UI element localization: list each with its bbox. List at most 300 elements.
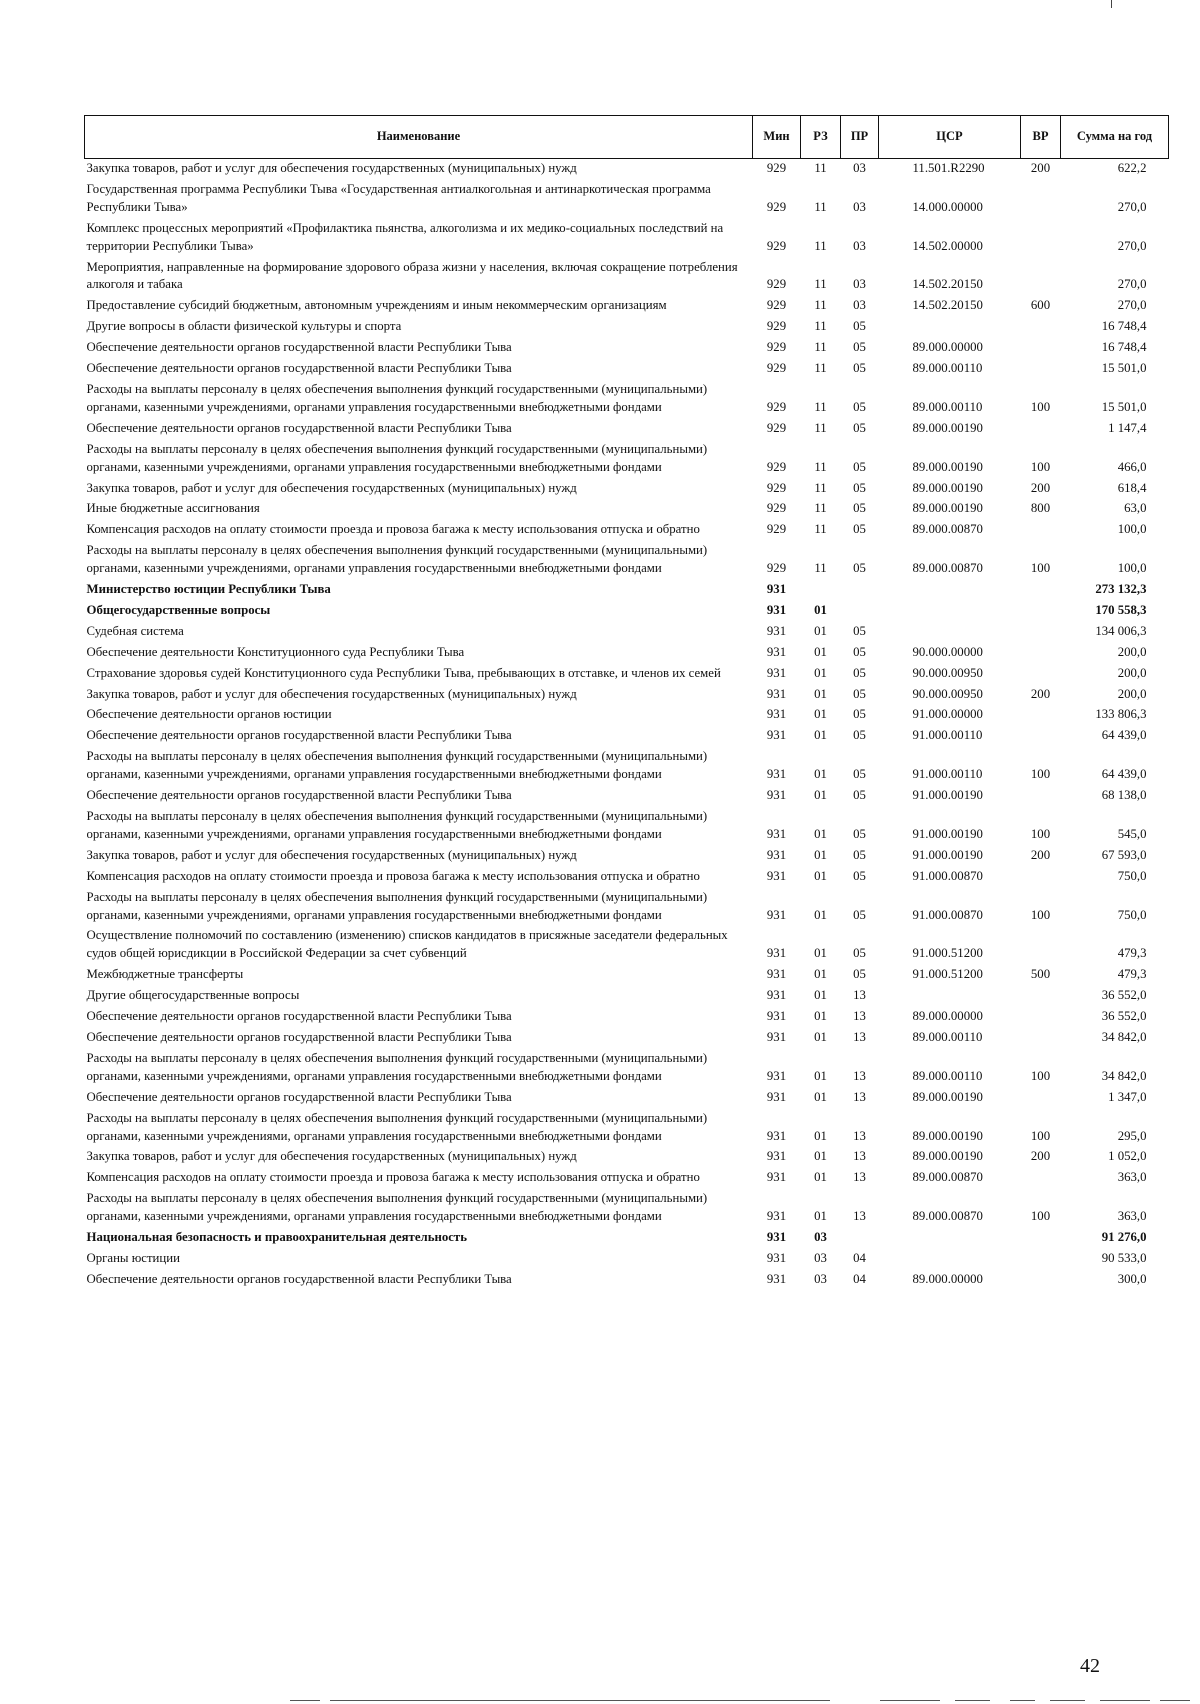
cell-pr: 05: [853, 561, 866, 576]
cell-min: 931: [766, 1250, 787, 1265]
cell-csr: 89.000.00190: [912, 1128, 983, 1143]
cell-rz: 03: [814, 1230, 827, 1245]
table-row: [85, 622, 1169, 643]
cell-vr: [1021, 786, 1061, 807]
cell-csr: 89.000.00190: [912, 1089, 983, 1104]
cell-name: Расходы на выплаты персоналу в целях обеспечения выполнения функций государственными (муниципальными) органами, казенными учреждениями, органами управления государственными внебюджетными фондами: [86, 543, 708, 576]
cell-pr: 04: [853, 1271, 866, 1286]
scan-artifact: [1160, 1700, 1190, 1701]
table-row: [85, 296, 1169, 317]
cell-vr: [1021, 867, 1061, 888]
cell-name: Обеспечение деятельности органов государственной власти Республики Тыва: [86, 728, 512, 743]
cell-csr: 90.000.00950: [912, 665, 983, 680]
cell-csr: [879, 580, 1021, 601]
cell-rz: 01: [814, 788, 827, 803]
cell-min: 931: [766, 582, 787, 597]
cell-csr: 91.000.00190: [912, 847, 983, 862]
cell-vr: [1021, 926, 1061, 965]
cell-sum: 1 147,4: [1108, 420, 1147, 435]
cell-rz: 01: [814, 847, 827, 862]
cell-name: Обеспечение деятельности органов государственной власти Республики Тыва: [86, 1029, 512, 1044]
cell-name: Закупка товаров, работ и услуг для обеспечения государственных (муниципальных) нужд: [86, 686, 577, 701]
cell-vr: 600: [1030, 298, 1051, 313]
table-row: [85, 643, 1169, 664]
cell-sum: 100,0: [1117, 561, 1147, 576]
cell-csr: 89.000.00870: [912, 1209, 983, 1224]
cell-csr: 90.000.00000: [912, 644, 983, 659]
scan-artifact: [1010, 1700, 1035, 1701]
table-row: [85, 926, 1169, 965]
cell-min: 931: [766, 707, 787, 722]
cell-name: Обеспечение деятельности органов государственной власти Республики Тыва: [86, 340, 512, 355]
cell-name: Компенсация расходов на оплату стоимости проезда и провоза багажа к месту использования отпуска и обратно: [86, 1170, 700, 1185]
cell-pr: 03: [853, 161, 866, 175]
cell-pr: 03: [853, 298, 866, 313]
cell-rz: 11: [814, 522, 827, 537]
scan-artifact: [330, 1700, 830, 1701]
cell-vr: [1021, 520, 1061, 541]
cell-name: Национальная безопасность и правоохранительная деятельность: [86, 1230, 467, 1245]
cell-rz: 01: [814, 907, 827, 922]
cell-pr: 05: [853, 399, 866, 414]
cell-csr: 89.000.00190: [912, 420, 983, 435]
cell-min: 931: [766, 1170, 787, 1185]
table-row: [85, 726, 1169, 747]
cell-sum: 466,0: [1117, 459, 1147, 474]
cell-vr: [1021, 1228, 1061, 1249]
cell-csr: 89.000.00000: [912, 340, 983, 355]
cell-pr: 05: [853, 623, 866, 638]
cell-csr: 89.000.00000: [912, 1009, 983, 1024]
cell-rz: 11: [814, 277, 827, 292]
cell-rz: 11: [814, 480, 827, 495]
cell-csr: 89.000.00190: [912, 1149, 983, 1164]
cell-min: 931: [766, 728, 787, 743]
cell-vr: [1021, 1028, 1061, 1049]
cell-csr: 91.000.00190: [912, 788, 983, 803]
cell-rz: 11: [814, 399, 827, 414]
cell-name: Министерство юстиции Республики Тыва: [86, 582, 331, 597]
cell-min: 929: [766, 361, 787, 376]
table-row: [85, 1147, 1169, 1168]
cell-sum: 36 552,0: [1101, 1009, 1147, 1024]
table-row: [85, 580, 1169, 601]
cell-vr: 100: [1030, 826, 1051, 841]
table-row: [85, 846, 1169, 867]
cell-sum: 618,4: [1117, 480, 1147, 495]
cell-rz: 01: [814, 644, 827, 659]
table-row: [85, 1007, 1169, 1028]
cell-pr: 05: [853, 967, 866, 982]
cell-min: 931: [766, 967, 787, 982]
cell-pr: 13: [853, 988, 866, 1003]
cell-csr: [879, 622, 1021, 643]
cell-sum: 133 806,3: [1095, 707, 1147, 722]
table-row: [85, 1109, 1169, 1148]
cell-sum: 363,0: [1117, 1209, 1147, 1224]
table-row: [85, 1049, 1169, 1088]
cell-pr: 05: [853, 946, 866, 961]
cell-csr: 91.000.51200: [912, 967, 983, 982]
table-row: [85, 338, 1169, 359]
cell-csr: 89.000.00110: [912, 1068, 983, 1083]
cell-min: 929: [766, 199, 787, 214]
cell-csr: 89.000.00190: [912, 480, 983, 495]
cell-sum: 622,2: [1117, 161, 1147, 175]
table-row: [85, 1088, 1169, 1109]
cell-vr: 100: [1030, 1068, 1051, 1083]
cell-name: Судебная система: [86, 623, 184, 638]
cell-pr: 05: [853, 826, 866, 841]
cell-rz: 01: [814, 686, 827, 701]
table-row: [85, 786, 1169, 807]
cell-sum: 200,0: [1117, 686, 1147, 701]
cell-pr: 13: [853, 1089, 866, 1104]
cell-name: Иные бюджетные ассигнования: [86, 501, 260, 516]
table-row: [85, 1028, 1169, 1049]
cell-min: 931: [766, 907, 787, 922]
cell-sum: 16 748,4: [1101, 340, 1147, 355]
cell-name: Общегосударственные вопросы: [86, 602, 271, 617]
cell-min: 929: [766, 522, 787, 537]
cell-name: Другие общегосударственные вопросы: [86, 988, 300, 1003]
table-row: [85, 1168, 1169, 1189]
cell-sum: 270,0: [1117, 298, 1147, 313]
cell-min: 931: [766, 767, 787, 782]
cell-name: Осуществление полномочий по составлению (изменению) списков кандидатов в присяжные заседатели федеральных судов общей юрисдикции в Российской Федерации за счет субвенций: [86, 928, 728, 961]
cell-name: Страхование здоровья судей Конституционного суда Республики Тыва, пребывающих в отставке, и членов их семей: [86, 665, 721, 680]
cell-vr: [1021, 1270, 1061, 1291]
cell-rz: 11: [814, 238, 827, 253]
cell-pr: 05: [853, 340, 866, 355]
cell-vr: 100: [1030, 459, 1051, 474]
cell-name: Закупка товаров, работ и услуг для обеспечения государственных (муниципальных) нужд: [86, 480, 577, 495]
cell-min: 931: [766, 602, 787, 617]
cell-csr: 89.000.00000: [912, 1271, 983, 1286]
cell-sum: 750,0: [1117, 868, 1147, 883]
cell-name: Закупка товаров, работ и услуг для обеспечения государственных (муниципальных) нужд: [86, 1149, 577, 1164]
cell-sum: 1 052,0: [1108, 1149, 1147, 1164]
cell-name: Расходы на выплаты персоналу в целях обеспечения выполнения функций государственными (муниципальными) органами, казенными учреждениями, органами управления государственными внебюджетными фондами: [86, 809, 708, 841]
table-row: [85, 317, 1169, 338]
cell-sum: 363,0: [1117, 1170, 1147, 1185]
cell-min: 931: [766, 847, 787, 862]
scan-artifact: [880, 1700, 940, 1701]
cell-min: 929: [766, 161, 787, 175]
cell-min: 931: [766, 788, 787, 803]
cell-rz: 11: [814, 501, 827, 516]
cell-min: 931: [766, 665, 787, 680]
cell-name: Мероприятия, направленные на формирование здорового образа жизни у населения, включая сокращение потребления алкоголя и табака: [86, 259, 738, 292]
cell-pr: 03: [853, 199, 866, 214]
header-rz: РЗ: [801, 116, 841, 159]
cell-pr: 05: [853, 501, 866, 516]
cell-csr: 14.502.00000: [912, 238, 983, 253]
cell-sum: 300,0: [1117, 1271, 1147, 1286]
cell-rz: 11: [814, 561, 827, 576]
cell-rz: 01: [814, 1089, 827, 1104]
cell-name: Обеспечение деятельности органов юстиции: [86, 707, 332, 722]
cell-sum: 34 842,0: [1101, 1029, 1147, 1044]
cell-rz: 11: [814, 199, 827, 214]
table-row: [85, 1228, 1169, 1249]
cell-min: 929: [766, 319, 787, 334]
cell-name: Обеспечение деятельности органов государственной власти Республики Тыва: [86, 420, 512, 435]
table-row: [85, 1189, 1169, 1228]
cell-pr: 05: [853, 361, 866, 376]
cell-name: Обеспечение деятельности Конституционного суда Республики Тыва: [86, 644, 465, 659]
cell-pr: 05: [853, 459, 866, 474]
cell-pr: 05: [853, 420, 866, 435]
cell-pr: 05: [853, 907, 866, 922]
cell-min: 929: [766, 298, 787, 313]
cell-vr: 100: [1030, 907, 1051, 922]
table-row: [85, 479, 1169, 500]
cell-csr: 14.502.20150: [912, 298, 983, 313]
table-row: [85, 359, 1169, 380]
cell-sum: 479,3: [1117, 967, 1147, 982]
cell-min: 929: [766, 399, 787, 414]
cell-min: 931: [766, 988, 787, 1003]
cell-csr: 11.501.R2290: [912, 161, 985, 175]
cell-min: 931: [766, 868, 787, 883]
cell-min: 929: [766, 340, 787, 355]
cell-sum: 68 138,0: [1101, 788, 1147, 803]
cell-pr: 05: [853, 319, 866, 334]
table-row: [85, 419, 1169, 440]
cell-min: 929: [766, 501, 787, 516]
cell-sum: 270,0: [1117, 277, 1147, 292]
cell-name: Расходы на выплаты персоналу в целях обеспечения выполнения функций государственными (муниципальными) органами, казенными учреждениями, органами управления государственными внебюджетными фондами: [86, 1110, 708, 1143]
cell-csr: 90.000.00950: [912, 686, 983, 701]
table-header-row: [85, 116, 1169, 159]
cell-csr: 89.000.00110: [912, 361, 983, 376]
cell-vr: [1021, 643, 1061, 664]
cell-vr: 100: [1030, 399, 1051, 414]
cell-rz: 03: [814, 1271, 827, 1286]
cell-pr: [841, 601, 879, 622]
table-row: [85, 440, 1169, 479]
cell-sum: 91 276,0: [1101, 1230, 1147, 1245]
cell-name: Расходы на выплаты персоналу в целях обеспечения выполнения функций государственными (муниципальными) органами, казенными учреждениями, органами управления государственными внебюджетными фондами: [86, 1050, 708, 1083]
cell-vr: [1021, 219, 1061, 258]
cell-rz: 11: [814, 361, 827, 376]
cell-vr: [1021, 317, 1061, 338]
cell-name: Расходы на выплаты персоналу в целях обеспечения выполнения функций государственными (муниципальными) органами, казенными учреждениями, органами управления государственными внебюджетными фондами: [86, 1191, 708, 1224]
cell-pr: 05: [853, 868, 866, 883]
cell-min: 931: [766, 644, 787, 659]
cell-min: 931: [766, 1209, 787, 1224]
cell-vr: [1021, 419, 1061, 440]
scan-artifact: [1050, 1700, 1085, 1701]
cell-sum: 270,0: [1117, 199, 1147, 214]
cell-name: Компенсация расходов на оплату стоимости проезда и провоза багажа к месту использования отпуска и обратно: [86, 522, 700, 537]
cell-pr: 13: [853, 1068, 866, 1083]
cell-sum: 750,0: [1117, 907, 1147, 922]
cell-name: Расходы на выплаты персоналу в целях обеспечения выполнения функций государственными (муниципальными) органами, казенными учреждениями, органами управления государственными внебюджетными фондами: [86, 749, 708, 782]
cell-pr: 05: [853, 728, 866, 743]
cell-rz: 11: [814, 459, 827, 474]
table-row: [85, 986, 1169, 1007]
cell-rz: 01: [814, 1029, 827, 1044]
cell-sum: 273 132,3: [1095, 582, 1147, 597]
cell-pr: [841, 1228, 879, 1249]
cell-vr: 200: [1030, 161, 1051, 175]
cell-min: 931: [766, 1089, 787, 1104]
cell-csr: 91.000.00870: [912, 907, 983, 922]
table-row: [85, 180, 1169, 219]
cell-min: 931: [766, 1128, 787, 1143]
cell-sum: 36 552,0: [1101, 988, 1147, 1003]
cell-min: 931: [766, 826, 787, 841]
cell-vr: [1021, 622, 1061, 643]
scan-artifact: [1100, 1700, 1150, 1701]
header-pr: ПР: [841, 116, 879, 159]
cell-name: Комплекс процессных мероприятий «Профилактика пьянства, алкоголизма и их медико-социальных последствий на территории Республики Тыва»: [86, 220, 724, 253]
budget-table: [84, 115, 1169, 1291]
cell-vr: 200: [1030, 480, 1051, 495]
cell-csr: 91.000.00110: [912, 728, 983, 743]
table-row: [85, 1270, 1169, 1291]
cell-sum: 15 501,0: [1101, 361, 1147, 376]
cell-pr: 05: [853, 767, 866, 782]
cell-csr: 89.000.00190: [912, 459, 983, 474]
table-row: [85, 965, 1169, 986]
cell-csr: 89.000.00110: [912, 1029, 983, 1044]
cell-vr: [1021, 986, 1061, 1007]
cell-rz: [801, 580, 841, 601]
cell-sum: 200,0: [1117, 644, 1147, 659]
cell-name: Органы юстиции: [86, 1250, 180, 1265]
cell-vr: [1021, 1249, 1061, 1270]
cell-pr: 05: [853, 686, 866, 701]
table-row: [85, 601, 1169, 622]
page-number: 42: [1080, 1655, 1100, 1677]
cell-csr: 91.000.00190: [912, 826, 983, 841]
cell-min: 931: [766, 946, 787, 961]
cell-pr: 05: [853, 480, 866, 495]
cell-vr: [1021, 726, 1061, 747]
cell-rz: 11: [814, 161, 827, 175]
cell-sum: 90 533,0: [1101, 1250, 1147, 1265]
cell-rz: 01: [814, 868, 827, 883]
cell-csr: 91.000.00000: [912, 707, 983, 722]
cell-vr: 500: [1030, 967, 1051, 982]
cell-name: Обеспечение деятельности органов государственной власти Республики Тыва: [86, 1271, 512, 1286]
cell-min: 929: [766, 277, 787, 292]
scan-artifact: [290, 1700, 320, 1701]
cell-rz: 01: [814, 946, 827, 961]
cell-pr: 13: [853, 1149, 866, 1164]
cell-pr: 05: [853, 847, 866, 862]
cell-csr: 89.000.00870: [912, 561, 983, 576]
table-row: [85, 888, 1169, 927]
cell-vr: 100: [1030, 1209, 1051, 1224]
cell-sum: 1 347,0: [1108, 1089, 1147, 1104]
table-row: [85, 258, 1169, 297]
cell-sum: 15 501,0: [1101, 399, 1147, 414]
cell-name: Межбюджетные трансферты: [86, 967, 244, 982]
cell-rz: 01: [814, 826, 827, 841]
cell-vr: 100: [1030, 1128, 1051, 1143]
cell-sum: 100,0: [1117, 522, 1147, 537]
cell-rz: 01: [814, 1009, 827, 1024]
cell-sum: 63,0: [1124, 501, 1147, 516]
cell-rz: 01: [814, 767, 827, 782]
cell-vr: [1021, 705, 1061, 726]
cell-name: Предоставление субсидий бюджетным, автономным учреждениям и иным некоммерческим организациям: [86, 298, 667, 313]
table-row: [85, 380, 1169, 419]
table-row: [85, 807, 1169, 846]
cell-rz: 01: [814, 707, 827, 722]
cell-rz: 01: [814, 967, 827, 982]
table-row: [85, 867, 1169, 888]
cell-sum: 479,3: [1117, 946, 1147, 961]
cell-min: 931: [766, 1009, 787, 1024]
cell-vr: [1021, 258, 1061, 297]
cell-pr: [841, 580, 879, 601]
header-sum: Сумма на год: [1061, 116, 1169, 159]
cell-min: 931: [766, 1149, 787, 1164]
cell-pr: 05: [853, 707, 866, 722]
cell-csr: 89.000.00110: [912, 399, 983, 414]
cell-csr: 89.000.00870: [912, 1170, 983, 1185]
cell-name: Другие вопросы в области физической культуры и спорта: [86, 319, 402, 334]
cell-vr: [1021, 664, 1061, 685]
cell-rz: 11: [814, 420, 827, 435]
cell-pr: 03: [853, 238, 866, 253]
cell-sum: 67 593,0: [1101, 847, 1147, 862]
cell-sum: 200,0: [1117, 665, 1147, 680]
cell-vr: 800: [1030, 501, 1051, 516]
table-body: [85, 159, 1169, 1291]
cell-pr: 13: [853, 1009, 866, 1024]
cell-rz: 01: [814, 988, 827, 1003]
cell-name: Обеспечение деятельности органов государственной власти Республики Тыва: [86, 788, 512, 803]
cell-vr: 100: [1030, 561, 1051, 576]
cell-pr: 13: [853, 1029, 866, 1044]
cell-sum: 34 842,0: [1101, 1068, 1147, 1083]
cell-name: Обеспечение деятельности органов государственной власти Республики Тыва: [86, 1009, 512, 1024]
cell-csr: 91.000.00870: [912, 868, 983, 883]
cell-min: 931: [766, 623, 787, 638]
cell-name: Закупка товаров, работ и услуг для обеспечения государственных (муниципальных) нужд: [86, 161, 577, 175]
cell-pr: 13: [853, 1128, 866, 1143]
cell-sum: 16 748,4: [1101, 319, 1147, 334]
cell-rz: 03: [814, 1250, 827, 1265]
cell-rz: 01: [814, 1149, 827, 1164]
cell-rz: 01: [814, 1068, 827, 1083]
cell-rz: 01: [814, 1170, 827, 1185]
table-row: [85, 664, 1169, 685]
cell-pr: 05: [853, 522, 866, 537]
table-row: [85, 541, 1169, 580]
cell-sum: 134 006,3: [1095, 623, 1147, 638]
cell-min: 929: [766, 561, 787, 576]
cell-name: Расходы на выплаты персоналу в целях обеспечения выполнения функций государственными (муниципальными) органами, казенными учреждениями, органами управления государственными внебюджетными фондами: [86, 889, 708, 922]
cell-min: 931: [766, 1029, 787, 1044]
cell-csr: 14.000.00000: [912, 199, 983, 214]
cell-vr: [1021, 180, 1061, 219]
cell-rz: 01: [814, 728, 827, 743]
cell-vr: 200: [1030, 847, 1051, 862]
cell-vr: [1021, 1007, 1061, 1028]
cell-rz: 11: [814, 298, 827, 313]
cell-csr: 14.502.20150: [912, 277, 983, 292]
cell-rz: 01: [814, 623, 827, 638]
cell-csr: 89.000.00190: [912, 501, 983, 516]
cell-csr: [879, 1249, 1021, 1270]
